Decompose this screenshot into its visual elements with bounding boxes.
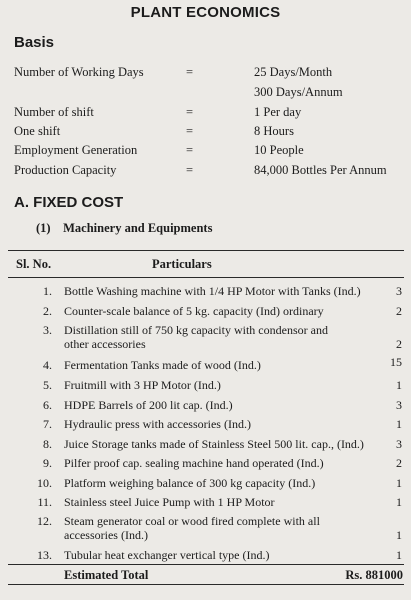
equals-sign: = — [186, 163, 194, 177]
machinery-subheading — [36, 221, 212, 236]
row-description — [64, 514, 384, 542]
row-description — [64, 417, 384, 431]
row-description-line: Fermentation Tanks made of wood (Ind.) — [64, 358, 261, 372]
basis-label: One shift — [14, 124, 61, 138]
row-description-line: Tubular heat exchanger vertical type (Ind.) — [64, 548, 270, 562]
row-description — [64, 323, 384, 351]
row-quantity: 1 — [396, 528, 402, 542]
basis-value-extra: 300 Days/Annum — [254, 85, 343, 99]
row-quantity: 3 — [396, 398, 402, 412]
row-description — [64, 495, 384, 509]
basis-label: Production Capacity — [14, 163, 117, 177]
table-header-rule — [8, 277, 404, 278]
row-quantity: 3 — [396, 437, 402, 451]
basis-value: 84,000 Bottles Per Annum — [254, 163, 387, 177]
row-description-line: other accessories — [64, 337, 146, 351]
equals-sign: = — [186, 124, 194, 138]
column-header-slno: Sl. No. — [16, 257, 52, 271]
row-description-line: HDPE Barrels of 200 lit cap. (Ind.) — [64, 398, 233, 412]
row-description — [64, 304, 384, 318]
basis-row-capacity — [14, 163, 404, 179]
row-number: 11. — [37, 495, 52, 509]
row-number: 12. — [37, 514, 52, 528]
row-description-line: Platform weighing balance of 300 kg capacity (Ind.) — [64, 476, 316, 490]
basis-row-employment — [14, 143, 404, 159]
basis-value: 10 People — [254, 143, 304, 157]
row-description-line: accessories (Ind.) — [64, 528, 148, 542]
estimated-total-label: Estimated Total — [64, 568, 149, 582]
row-description-line: Pilfer proof cap. sealing machine hand operated (Ind.) — [64, 456, 324, 470]
basis-heading: Basis — [14, 34, 55, 51]
row-quantity: 15 — [390, 355, 402, 369]
row-description-line: Distillation still of 750 kg capacity with condensor and — [64, 323, 328, 337]
basis-value: 8 Hours — [254, 124, 294, 138]
equals-sign: = — [186, 143, 194, 157]
row-description — [64, 378, 384, 392]
row-number: 10. — [37, 476, 52, 490]
row-description — [64, 476, 384, 490]
row-number: 6. — [43, 398, 52, 412]
row-quantity: 2 — [396, 337, 402, 351]
equals-sign: = — [186, 105, 194, 119]
basis-label: Number of shift — [14, 105, 94, 119]
row-number: 4. — [43, 358, 52, 372]
row-quantity: 1 — [396, 495, 402, 509]
basis-label: Number of Working Days — [14, 65, 144, 79]
subheading-number: (1) — [36, 221, 51, 235]
row-quantity: 3 — [396, 284, 402, 298]
row-number: 7. — [43, 417, 52, 431]
basis-row-working-days — [14, 65, 404, 81]
row-quantity: 2 — [396, 456, 402, 470]
equals-sign: = — [186, 65, 194, 79]
row-number: 8. — [43, 437, 52, 451]
row-number: 1. — [43, 284, 52, 298]
row-description — [64, 398, 384, 412]
row-number: 3. — [43, 323, 52, 337]
row-description — [64, 437, 396, 451]
row-number: 9. — [43, 456, 52, 470]
row-quantity: 1 — [396, 476, 402, 490]
row-description — [64, 456, 384, 470]
subheading-text: Machinery and Equipments — [63, 221, 213, 235]
row-description-line: Juice Storage tanks made of Stainless Steel 500 lit. cap., (Ind.) — [64, 437, 364, 451]
page-title: PLANT ECONOMICS — [130, 4, 281, 21]
total-top-rule — [8, 564, 404, 565]
row-description — [64, 358, 384, 372]
row-description — [64, 548, 384, 562]
row-description-line: Counter-scale balance of 5 kg. capacity (Ind) ordinary — [64, 304, 324, 318]
basis-row-shifts — [14, 105, 404, 121]
row-quantity: 1 — [396, 378, 402, 392]
row-description-line: Bottle Washing machine with 1/4 HP Motor with Tanks (Ind.) — [64, 284, 361, 298]
basis-value: 25 Days/Month — [254, 65, 333, 79]
row-number: 2. — [43, 304, 52, 318]
table-top-rule — [8, 250, 404, 251]
row-description-line: Stainless steel Juice Pump with 1 HP Motor — [64, 495, 275, 509]
row-number: 13. — [37, 548, 52, 562]
basis-row-one-shift — [14, 124, 404, 140]
fixed-cost-heading: A. FIXED COST — [14, 194, 124, 211]
row-quantity: 1 — [396, 417, 402, 431]
basis-value: 1 Per day — [254, 105, 302, 119]
column-header-particulars: Particulars — [152, 257, 212, 271]
row-description-line: Fruitmill with 3 HP Motor (Ind.) — [64, 378, 221, 392]
row-number: 5. — [43, 378, 52, 392]
estimated-total-value: Rs. 881000 — [345, 568, 403, 582]
row-quantity: 2 — [396, 304, 402, 318]
basis-label: Employment Generation — [14, 143, 138, 157]
row-description — [64, 284, 384, 298]
row-description-line: Hydraulic press with accessories (Ind.) — [64, 417, 251, 431]
row-quantity: 1 — [396, 548, 402, 562]
total-bottom-rule — [8, 584, 404, 585]
row-description-line: Steam generator coal or wood fired complete with all — [64, 514, 320, 528]
